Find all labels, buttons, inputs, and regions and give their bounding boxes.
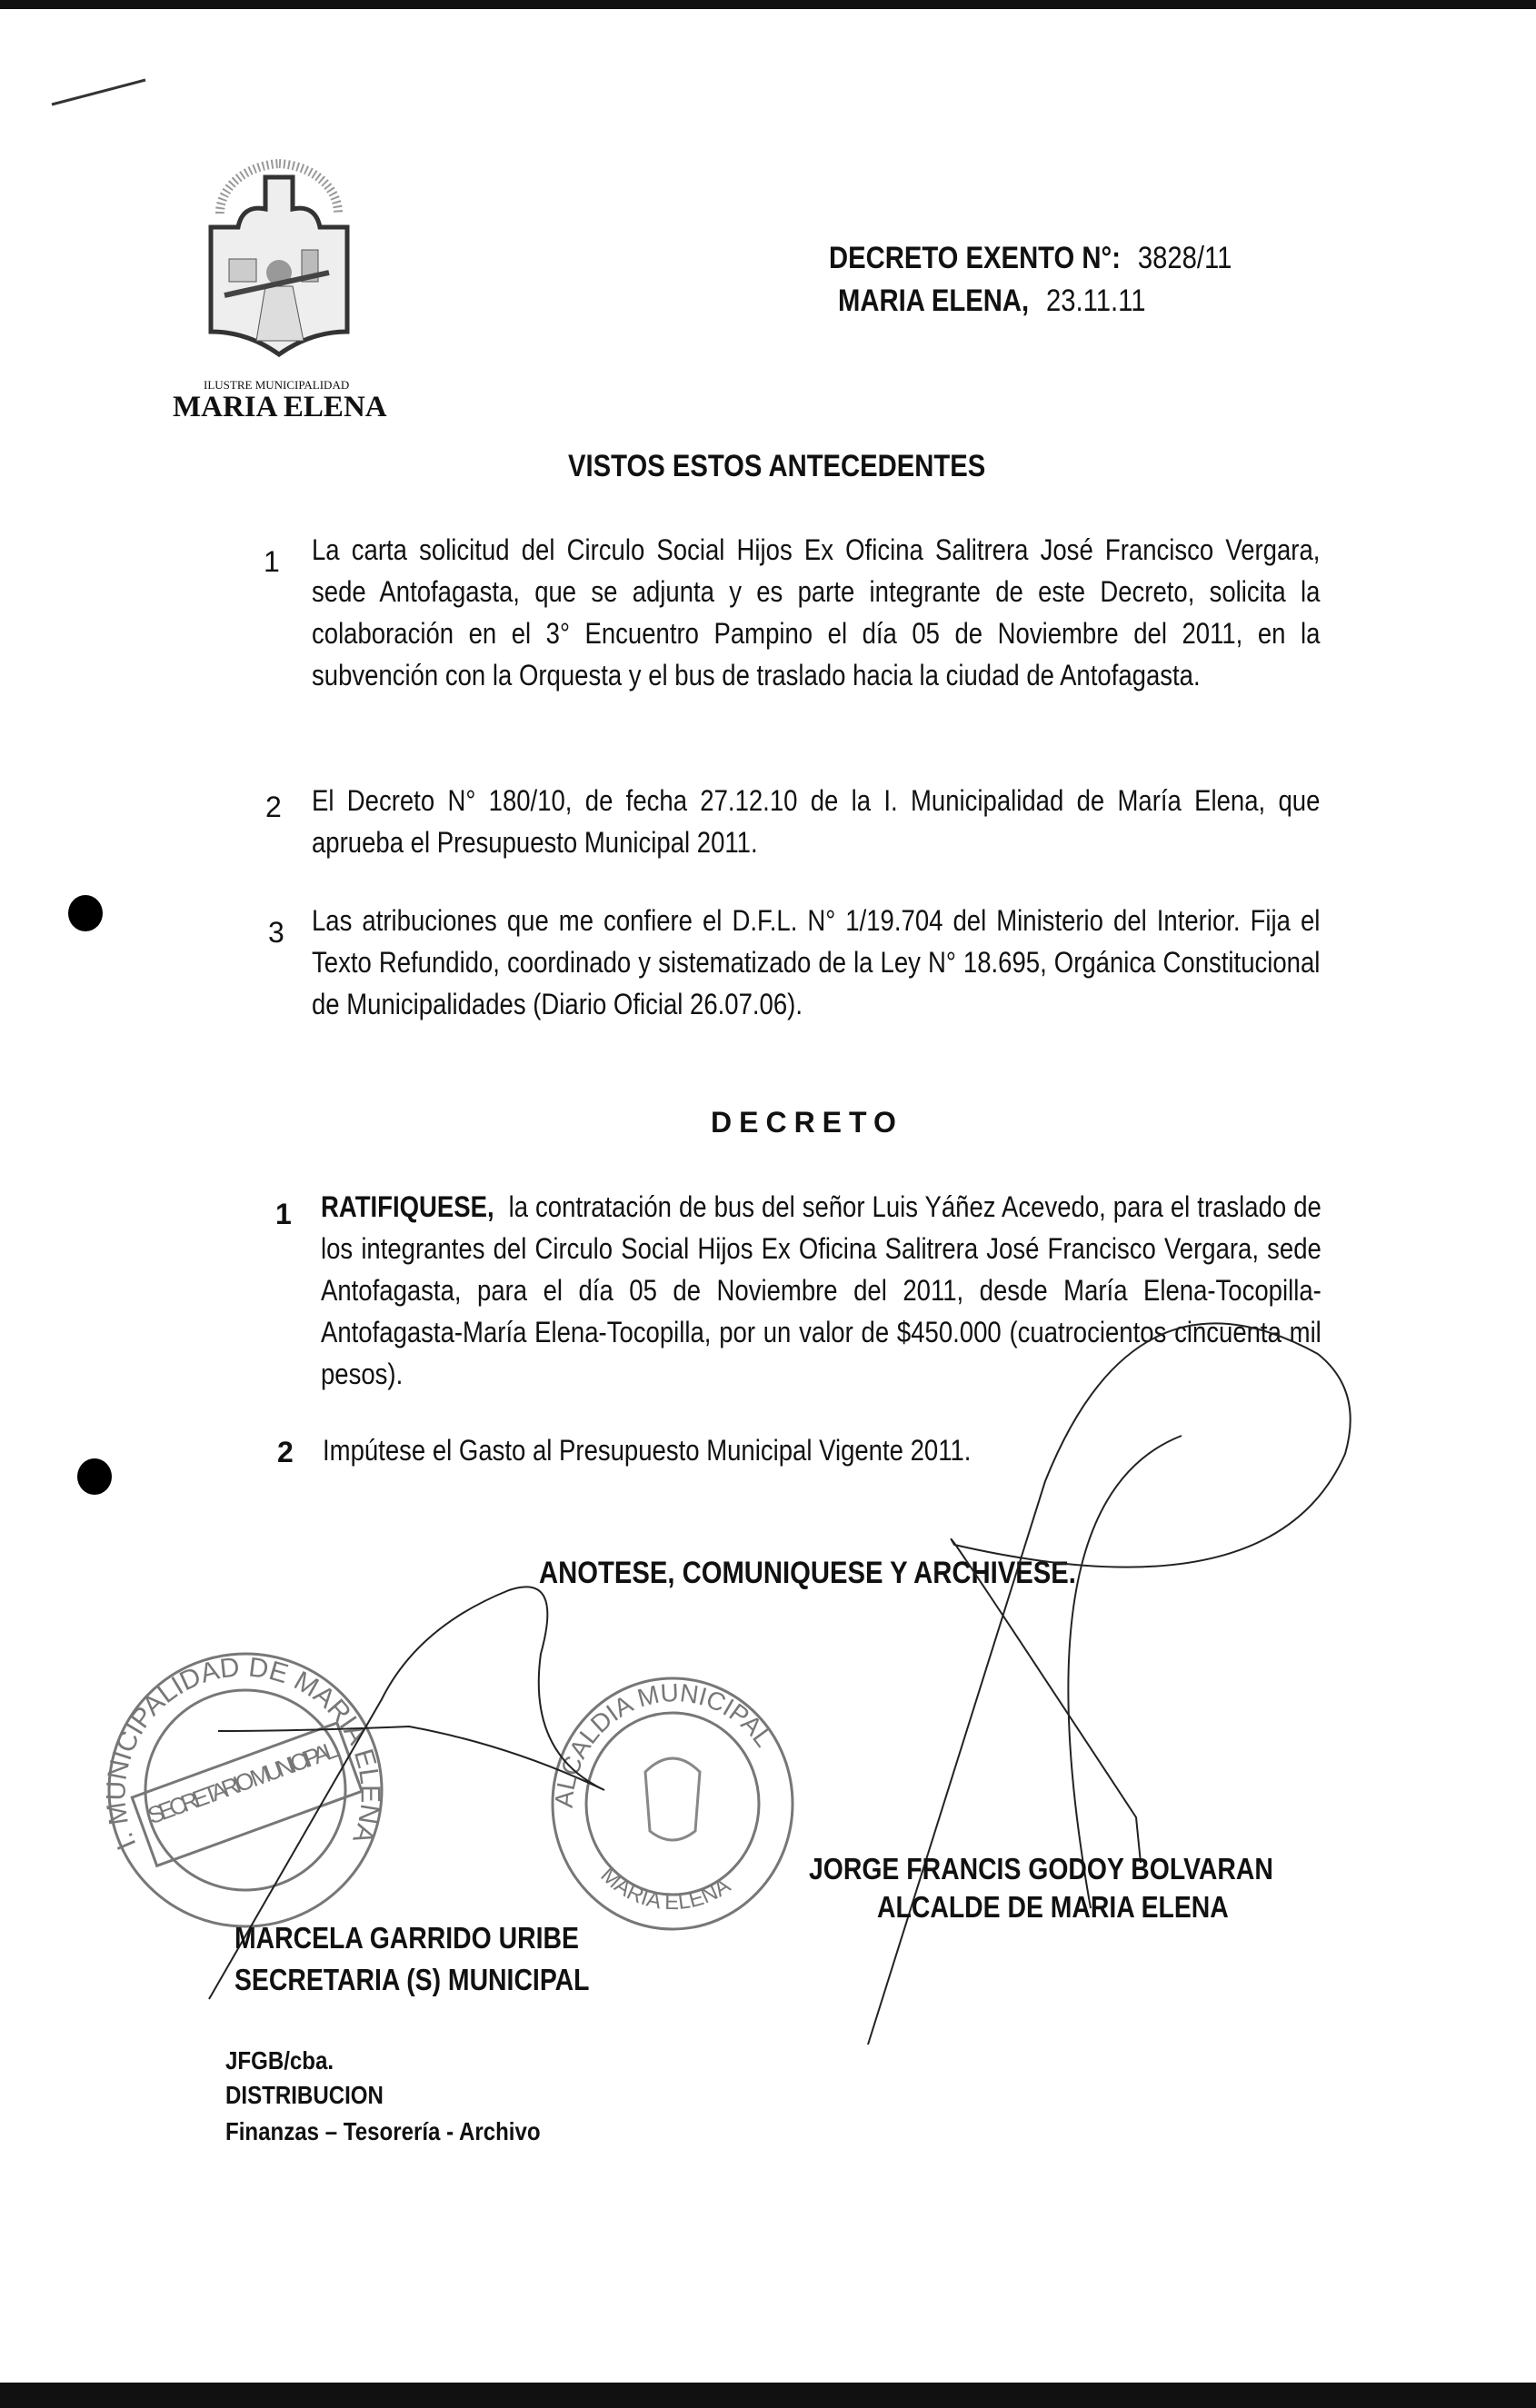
secretary-title: SECRETARIA (S) MUNICIPAL: [234, 1963, 590, 1996]
mayor-title: ALCALDE DE MARIA ELENA: [877, 1890, 1229, 1924]
scan-top-border: [0, 0, 1536, 9]
vistos-item-text: La carta solicitud del Circulo Social Hijos Ex Oficina Salitrera José Francisco Vergara, sede Antofagasta, que se adjunta y es parte integrante de este Decreto, solicita la colaboración en el 3° Encuentro Pampino el día 05 de Noviembre del 2011, en la subvención con la Orquesta y el bus de traslado hacia la ciudad de Antofagasta.: [312, 533, 1321, 692]
scan-mark: [50, 73, 150, 109]
mayor-name: JORGE FRANCIS GODOY BOLVARAN: [809, 1852, 1273, 1886]
municipal-coat-of-arms-logo: [202, 159, 356, 359]
logo-caption-small: ILUSTRE MUNICIPALIDAD: [204, 378, 350, 392]
scan-bottom-border: [0, 2383, 1536, 2408]
decree-date: 23.11.11: [1046, 284, 1146, 318]
distribution-list: Finanzas – Tesorería - Archivo: [225, 2117, 541, 2145]
place-date-line: [838, 284, 1146, 319]
decreto-item-number: 2: [277, 1436, 294, 1468]
secretary-name: MARCELA GARRIDO URIBE: [234, 1921, 579, 1955]
decree-number: 3828/11: [1137, 241, 1232, 275]
stamp-ring-text-top: ALCALDIA MUNICIPAL: [549, 1678, 779, 1809]
logo-caption-large: MARIA ELENA: [173, 391, 387, 423]
closing-formula: ANOTESE, COMUNIQUESE Y ARCHIVESE.: [539, 1556, 1076, 1590]
stamp-ring-text: I. MUNICIPALIDAD DE MARIA ELENA: [101, 1652, 385, 1855]
distribution-label: DISTRIBUCION: [225, 2081, 384, 2109]
decreto-title: DECRETO: [711, 1106, 903, 1139]
decree-number-line: [829, 241, 1232, 276]
stamp-ring-text-bottom: MARIA ELENA: [595, 1862, 735, 1915]
vistos-item-text: El Decreto N° 180/10, de fecha 27.12.10 de la I. Municipalidad de María Elena, que aprueba el Presupuesto Municipal 2011.: [312, 784, 1321, 859]
decreto-item-lead: RATIFIQUESE,: [321, 1190, 494, 1223]
vistos-item-text: Las atribuciones que me confiere el D.F.L. N° 1/19.704 del Ministerio del Interior. Fija el Texto Refundido, coordinado y sistematizado de la Ley N° 18.695, Orgánica Constitucional de Municipalidades (Diario Oficial 26.07.06).: [312, 904, 1321, 1020]
vistos-item-number: 2: [265, 791, 282, 823]
vistos-title: VISTOS ESTOS ANTECEDENTES: [568, 449, 986, 483]
decreto-item-number: 1: [275, 1198, 292, 1230]
punch-hole: [68, 895, 103, 931]
initials: JFGB/cba.: [225, 2046, 334, 2075]
stamp-center-text: SECRETARIO MUNICIPAL: [144, 1735, 342, 1830]
decreto-item-text: Impútese el Gasto al Presupuesto Municipal Vigente 2011.: [323, 1434, 972, 1467]
place-label: MARIA ELENA,: [838, 284, 1030, 318]
handwritten-signatures: [0, 1272, 1536, 2090]
vistos-item-number: 3: [268, 916, 284, 949]
vistos-item-number: 1: [264, 545, 280, 578]
decree-label: DECRETO EXENTO N°:: [829, 241, 1121, 275]
decreto-item-body: la contratación de bus del señor Luis Yáñez Acevedo, para el traslado de los integrantes del Circulo Social Hijos Ex Oficina Salitrera José Francisco Vergara, sede Antofagasta, para el día 05 de Noviembre del 2011, desde María Elena-Tocopilla-Antofagasta-María Elena-Tocopilla, por un valor de $450.000 (cuatrocientos cincuenta mil pesos).: [321, 1190, 1322, 1390]
